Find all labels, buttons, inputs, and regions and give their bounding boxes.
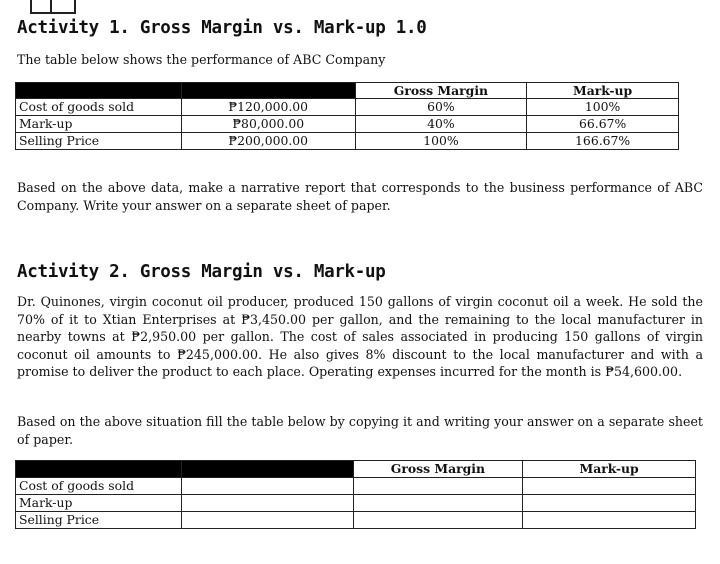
header-markup: Mark-up [523, 461, 696, 478]
row-label: Cost of goods sold [16, 99, 182, 116]
header-gross-margin: Gross Margin [355, 83, 527, 99]
answer-cell [181, 512, 353, 529]
answer-cell [523, 512, 696, 529]
row-amount: ₱80,000.00 [181, 116, 355, 133]
row-gross-margin: 100% [355, 133, 527, 150]
activity2-problem: Dr. Quinones, virgin coconut oil producer, produced 150 gallons of virgin coconut oil a week. He sold the 70% of it to Xtian Enterprises at ₱3,450.00 per gallon, and the remaining to the local manufacturer in nearby towns at ₱2,950.00 per gallon. The cost of sales associated in producing 150 gallons of virgin coconut oil amounts to ₱245,000.00. He also gives 8% discount to the local manufacturer and with a promise to deliver the product to each place. Operating expenses incurred for the month is ₱54,600.00. [17, 294, 703, 379]
table-row [16, 99, 679, 116]
answer-cell [523, 478, 696, 495]
row-gross-margin: 40% [355, 116, 527, 133]
table-row [16, 478, 696, 495]
answer-cell [181, 495, 353, 512]
row-label: Mark-up [16, 495, 182, 512]
answer-cell [353, 512, 523, 529]
activity1-intro: The table below shows the performance of ABC Company [17, 52, 386, 67]
row-label: Selling Price [16, 133, 182, 150]
activity1-instruction: Based on the above data, make a narrative report that corresponds to the business performance of ABC Company. Write your answer on a separate sheet of paper. [17, 180, 703, 213]
header-markup: Mark-up [527, 83, 679, 99]
activity2-title: Activity 2. Gross Margin vs. Mark-up [17, 262, 386, 282]
table-row [16, 512, 696, 529]
table-row [16, 116, 679, 133]
row-label: Mark-up [16, 116, 182, 133]
table-row [16, 495, 696, 512]
row-amount: ₱120,000.00 [181, 99, 355, 116]
activity1-title: Activity 1. Gross Margin vs. Mark-up 1.0 [17, 18, 427, 38]
activity2-table [15, 460, 696, 529]
activity1-table [15, 82, 679, 150]
table-row [16, 133, 679, 150]
row-gross-margin: 60% [355, 99, 527, 116]
table-header-row [16, 461, 696, 478]
corner-graphic [30, 0, 76, 14]
row-markup: 66.67% [527, 116, 679, 133]
row-label: Cost of goods sold [16, 478, 182, 495]
activity2-instruction: Based on the above situation fill the table below by copying it and writing your answer on a separate sheet of paper. [17, 414, 703, 447]
row-markup: 166.67% [527, 133, 679, 150]
table-header-row [16, 83, 679, 99]
header-blank-cell [16, 83, 182, 99]
header-gross-margin: Gross Margin [353, 461, 523, 478]
header-blank-cell [181, 461, 353, 478]
header-blank-cell [16, 461, 182, 478]
answer-cell [523, 495, 696, 512]
answer-cell [181, 478, 353, 495]
answer-cell [353, 495, 523, 512]
row-label: Selling Price [16, 512, 182, 529]
answer-cell [353, 478, 523, 495]
header-blank-cell [181, 83, 355, 99]
row-amount: ₱200,000.00 [181, 133, 355, 150]
row-markup: 100% [527, 99, 679, 116]
